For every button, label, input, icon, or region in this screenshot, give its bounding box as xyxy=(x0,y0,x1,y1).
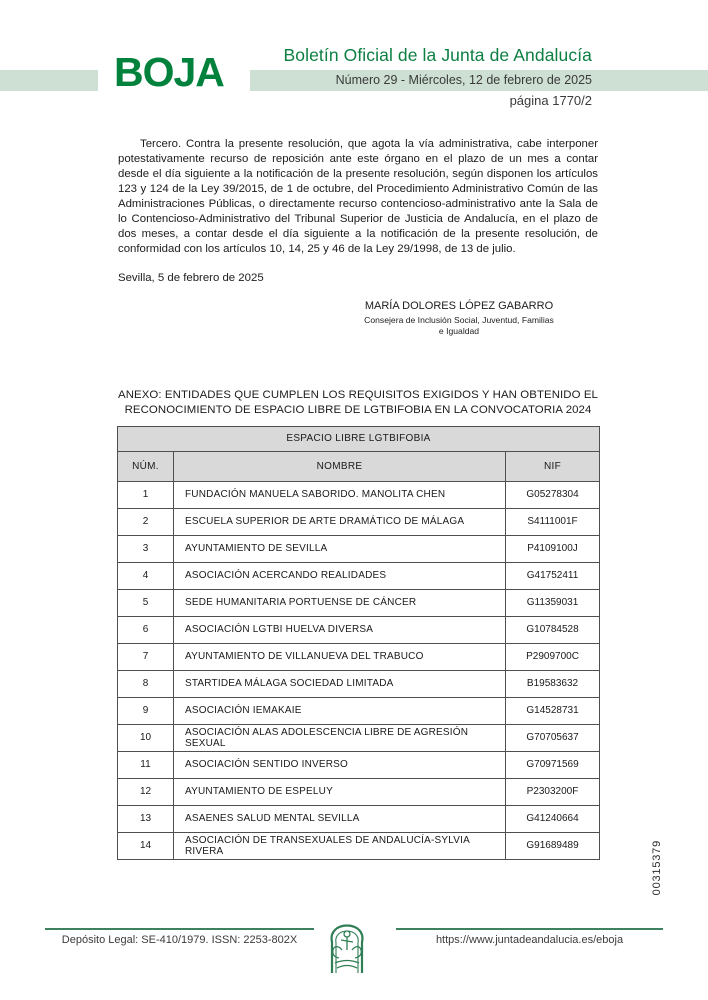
row-num-cell: 10 xyxy=(118,724,174,751)
row-name-cell: ASOCIACIÓN ALAS ADOLESCENCIA LIBRE DE AGRESIÓN SEXUAL xyxy=(174,724,506,751)
row-num-cell: 7 xyxy=(118,643,174,670)
document-code-vertical: 00315379 xyxy=(651,840,663,896)
row-nif-cell: S4111001F xyxy=(506,508,600,535)
table-row xyxy=(118,562,600,589)
table-row xyxy=(118,643,600,670)
signer-role-line2: e Igualdad xyxy=(438,325,480,336)
row-name-cell: AYUNTAMIENTO DE VILLANUEVA DEL TRABUCO xyxy=(174,643,506,670)
place-date-line: Sevilla, 5 de febrero de 2025 xyxy=(118,272,264,284)
row-name-cell: FUNDACIÓN MANUELA SABORIDO. MANOLITA CHEN xyxy=(174,481,506,508)
annex-heading: ANEXO: ENTIDADES QUE CUMPLEN LOS REQUISITOS EXIGIDOS Y HAN OBTENIDO EL RECONOCIMIENTO DE ESPACIO LIBRE DE LGTBIFOBIA EN LA CONVOCATORIA 2024 xyxy=(118,389,598,416)
table-row xyxy=(118,616,600,643)
entity-table-body xyxy=(118,481,600,859)
row-name-cell: ASOCIACIÓN SENTIDO INVERSO xyxy=(174,751,506,778)
row-name-cell: ASOCIACIÓN LGTBI HUELVA DIVERSA xyxy=(174,616,506,643)
bulletin-title: Boletín Oficial de la Junta de Andalucía xyxy=(283,45,592,65)
row-nif-cell: G41752411 xyxy=(506,562,600,589)
signer-role-line1: Consejera de Inclusión Social, Juventud, Familias xyxy=(364,315,554,325)
boja-logo: BOJA xyxy=(114,49,224,95)
row-num-cell: 2 xyxy=(118,508,174,535)
eboja-url-text: https://www.juntadeandalucia.es/eboja xyxy=(435,934,624,946)
table-row xyxy=(118,535,600,562)
row-num-cell: 12 xyxy=(118,778,174,805)
row-name-cell: SEDE HUMANITARIA PORTUENSE DE CÁNCER xyxy=(174,589,506,616)
page-number-label: página 1770/2 xyxy=(509,93,592,108)
table-title-row xyxy=(118,426,600,451)
header-band-right xyxy=(250,70,708,91)
junta-de-andalucia-emblem-icon xyxy=(321,912,373,976)
row-name-cell: ASOCIACIÓN IEMAKAIE xyxy=(174,697,506,724)
row-num-cell: 14 xyxy=(118,832,174,859)
table-row xyxy=(118,751,600,778)
column-header-nombre: NOMBRE xyxy=(174,451,506,481)
table-row xyxy=(118,805,600,832)
row-nif-cell: G41240664 xyxy=(506,805,600,832)
column-header-nif: NIF xyxy=(506,451,600,481)
row-nif-cell: G10784528 xyxy=(506,616,600,643)
row-num-cell: 9 xyxy=(118,697,174,724)
document-body xyxy=(118,137,598,860)
row-name-cell: ASOCIACIÓN DE TRANSEXUALES DE ANDALUCÍA-SYLVIA RIVERA xyxy=(174,832,506,859)
issue-date-line: Número 29 - Miércoles, 12 de febrero de 2025 xyxy=(335,73,592,87)
row-nif-cell: P2909700C xyxy=(506,643,600,670)
deposito-legal-text: Depósito Legal: SE-410/1979. ISSN: 2253-802X xyxy=(61,934,298,946)
table-title: ESPACIO LIBRE LGTBIFOBIA xyxy=(118,426,600,451)
signer-name: MARÍA DOLORES LÓPEZ GABARRO xyxy=(364,300,554,312)
entities-table xyxy=(117,426,600,860)
table-row xyxy=(118,724,600,751)
row-nif-cell: P4109100J xyxy=(506,535,600,562)
row-nif-cell: G70705637 xyxy=(506,724,600,751)
row-name-cell: STARTIDEA MÁLAGA SOCIEDAD LIMITADA xyxy=(174,670,506,697)
table-row xyxy=(118,670,600,697)
table-row xyxy=(118,481,600,508)
table-row xyxy=(118,508,600,535)
row-nif-cell: G14528731 xyxy=(506,697,600,724)
row-nif-cell: G91689489 xyxy=(506,832,600,859)
column-header-num: NÚM. xyxy=(118,451,174,481)
footer-rule-right xyxy=(396,928,663,930)
row-num-cell: 1 xyxy=(118,481,174,508)
row-nif-cell: P2303200F xyxy=(506,778,600,805)
table-row xyxy=(118,778,600,805)
row-num-cell: 3 xyxy=(118,535,174,562)
row-name-cell: ASOCIACIÓN ACERCANDO REALIDADES xyxy=(174,562,506,589)
table-header-row xyxy=(118,451,600,481)
row-nif-cell: B19583632 xyxy=(506,670,600,697)
row-nif-cell: G05278304 xyxy=(506,481,600,508)
header-band-left xyxy=(0,70,98,91)
row-name-cell: AYUNTAMIENTO DE SEVILLA xyxy=(174,535,506,562)
row-nif-cell: G70971569 xyxy=(506,751,600,778)
row-num-cell: 11 xyxy=(118,751,174,778)
row-name-cell: AYUNTAMIENTO DE ESPELUY xyxy=(174,778,506,805)
footer-rule-left xyxy=(45,928,314,930)
table-row xyxy=(118,589,600,616)
row-num-cell: 5 xyxy=(118,589,174,616)
signature-block xyxy=(326,300,592,336)
signer-role xyxy=(326,315,592,336)
row-num-cell: 8 xyxy=(118,670,174,697)
row-nif-cell: G11359031 xyxy=(506,589,600,616)
table-row xyxy=(118,697,600,724)
row-num-cell: 6 xyxy=(118,616,174,643)
resolution-paragraph: Tercero. Contra la presente resolución, que agota la vía administrativa, cabe interponer potestativamente recurso de reposición ante este órgano en el plazo de un mes a contar desde el día siguiente a la notificación de la presente resolución, según disponen los artículos 123 y 124 de la Ley 39/2015, de 1 de octubre, del Procedimiento Administrativo Común de las Administraciones Públicas, o directamente recurso contencioso-administrativo ante la Sala de lo Contencioso-Administrativo del Tribunal Superior de Justicia de Andalucía, en el plazo de dos meses, a contar desde el día siguiente a la notificación de la presente resolución, de conformidad con los artículos 10, 14, 25 y 46 de la Ley 29/1998, de 13 de julio. xyxy=(118,138,598,255)
table-row xyxy=(118,832,600,859)
row-num-cell: 13 xyxy=(118,805,174,832)
row-name-cell: ASAENES SALUD MENTAL SEVILLA xyxy=(174,805,506,832)
row-name-cell: ESCUELA SUPERIOR DE ARTE DRAMÁTICO DE MÁLAGA xyxy=(174,508,506,535)
row-num-cell: 4 xyxy=(118,562,174,589)
